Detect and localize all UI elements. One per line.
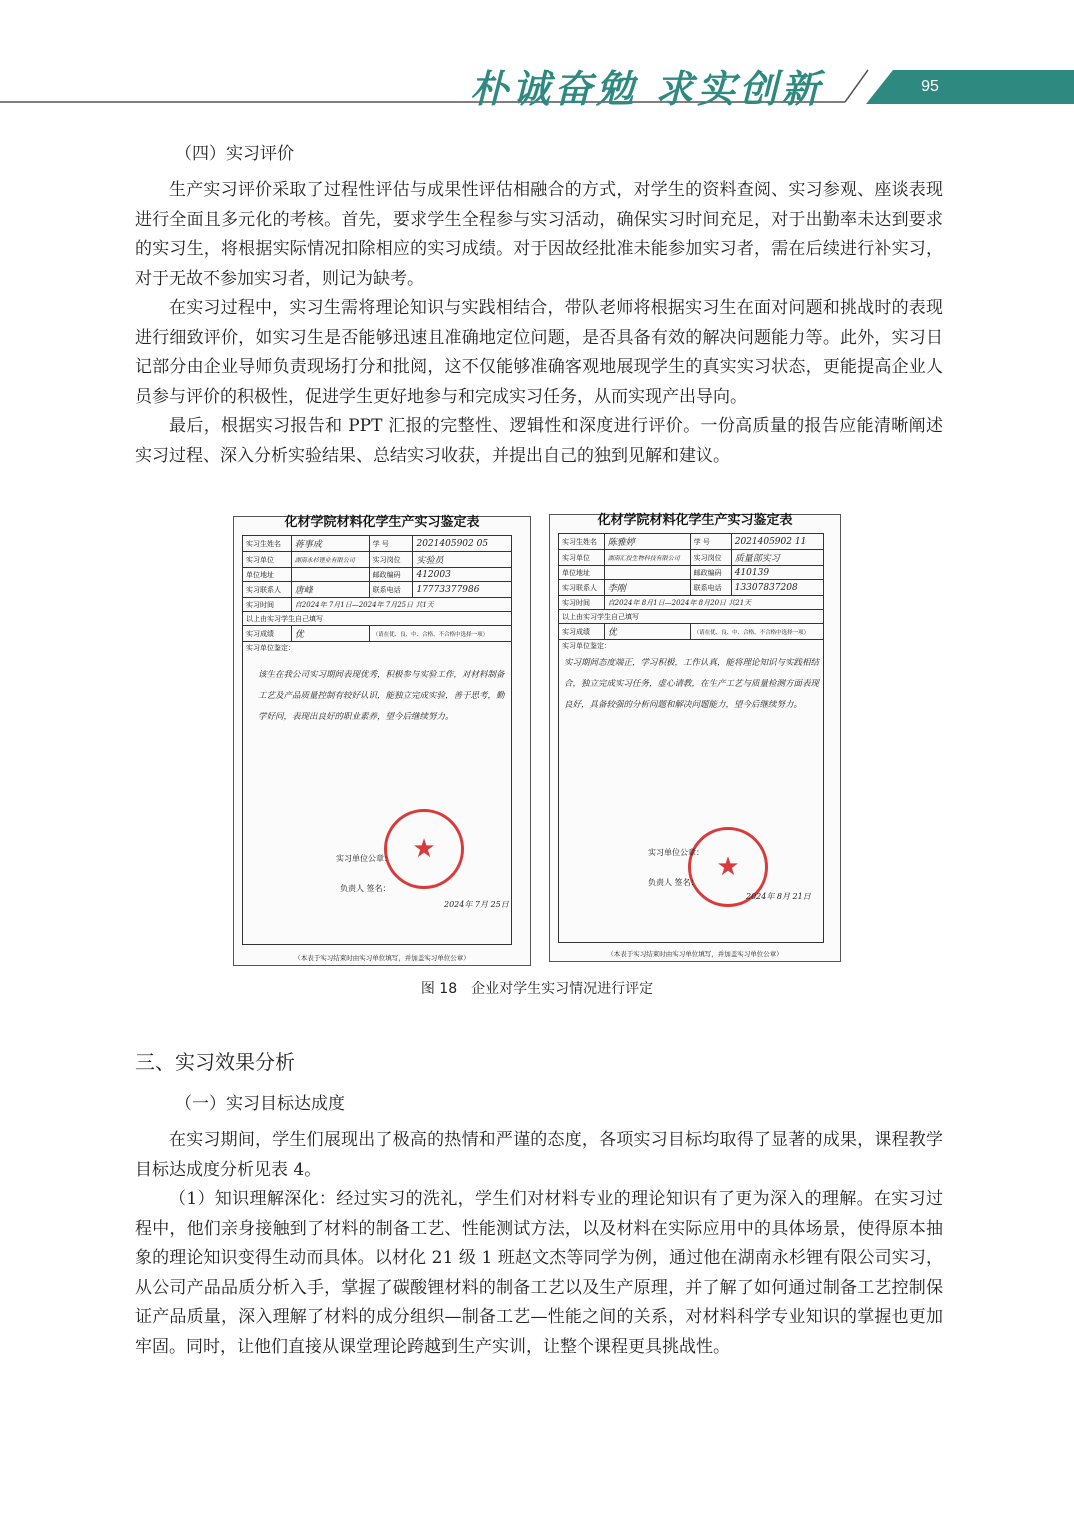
label-time: 实习时间 xyxy=(243,598,292,612)
value-unit: 湖南汇投生物科技有限公司 xyxy=(604,550,690,566)
appraisal-form-right xyxy=(549,514,841,962)
label-name: 实习生姓名 xyxy=(559,534,605,550)
label-zip: 邮政编码 xyxy=(369,568,413,582)
label-contact: 实习联系人 xyxy=(559,580,605,596)
header-motto: 朴诚奋勉 求实创新 xyxy=(470,66,824,111)
label-appraisal: 实习单位鉴定： xyxy=(559,640,824,943)
value-post: 实验员 xyxy=(413,552,512,568)
label-student-fill: 以上由实习学生自己填写 xyxy=(243,612,512,626)
label-grade: 实习成绩 xyxy=(559,624,605,640)
company-seal: ★ xyxy=(688,827,768,907)
section-title: （四）实习评价 xyxy=(175,144,294,164)
subsection-title: （一）实习目标达成度 xyxy=(175,1094,345,1114)
signer-label: 负责人 签名： xyxy=(340,884,391,893)
page-header xyxy=(0,0,1074,110)
paragraph: 在实习期间，学生们展现出了极高的热情和严谨的态度，各项实习目标均取得了显著的成果，课程教学目标达成度分析见表 4。 xyxy=(135,1130,943,1180)
label-contact: 实习联系人 xyxy=(243,582,292,598)
form-title: 化材学院材料化学生产实习鉴定表 xyxy=(284,515,480,530)
form-footnote: （本表于实习结束时由实习单位填写，并加盖实习单位公章） xyxy=(294,954,470,962)
appraisal-form-left xyxy=(233,516,531,966)
value-contact: 唐峰 xyxy=(291,582,369,598)
label-grade: 实习成绩 xyxy=(243,626,292,642)
section-evaluation xyxy=(135,139,943,471)
paragraph: 最后，根据实习报告和 PPT 汇报的完整性、逻辑性和深度进行评价。一份高质量的报告应能清晰阐述实习过程、深入分析实验结果、总结实习收获，并提出自己的独到见解和建议。 xyxy=(135,416,943,466)
value-contact: 李刚 xyxy=(604,580,690,596)
form-footnote: （本表于实习结束时由实习单位填写，并加盖实习单位公章） xyxy=(607,950,783,958)
label-unit: 实习单位 xyxy=(243,552,292,568)
value-grade: 优 xyxy=(604,624,690,640)
form-title: 化材学院材料化学生产实习鉴定表 xyxy=(597,513,793,528)
grade-hint: （请在优、良、中、合格、不合格中选择一项） xyxy=(690,624,823,640)
sign-date: 2024年 8月 21日 xyxy=(746,892,811,901)
grade-hint: （请在优、良、中、合格、不合格中选择一项） xyxy=(369,626,511,642)
value-phone: 13307837208 xyxy=(731,580,823,596)
label-post: 实习岗位 xyxy=(369,552,413,568)
label-address: 单位地址 xyxy=(559,566,605,580)
section-effect-analysis xyxy=(135,1046,943,1362)
label-name: 实习生姓名 xyxy=(243,536,292,552)
paragraph: 在实习过程中，实习生需将理论知识与实践相结合，带队老师将根据实习生在面对问题和挑战时的表现进行细致评价，如实习生是否能够迅速且准确地定位问题，是否具备有效的解决问题能力等。此外，实习日记部分由企业导师负责现场打分和批阅，这不仅能够准确客观地展现学生的真实实习状态，更能提高企业人员参与评价的积极性，促进学生更好地参与和完成实习任务，从而实现产出导向。 xyxy=(135,298,943,407)
value-time: 自2024年 7月1日—2024年 7月25日 共1天 xyxy=(291,598,511,612)
value-id: 2021405902 11 xyxy=(731,534,823,550)
label-id: 学 号 xyxy=(690,534,731,550)
seal-label: 实习单位公章： xyxy=(336,854,392,863)
label-zip: 邮政编码 xyxy=(690,566,731,580)
appraisal-comment: 实习期间态度端正，学习积极，工作认真，能将理论知识与实践相结合，独立完成实习任务，虚心请教，在生产工艺与质量检测方面表现良好，具备较强的分析问题和解决问题能力，望今后继续努力。 xyxy=(564,658,820,710)
value-id: 2021405902 05 xyxy=(413,536,512,552)
value-unit: 湖南永杉锂业有限公司 xyxy=(291,552,369,568)
value-name: 陈雅婷 xyxy=(604,534,690,550)
value-name: 蒋事成 xyxy=(291,536,369,552)
label-address: 单位地址 xyxy=(243,568,292,582)
paragraph: （1）知识理解深化：经过实习的洗礼，学生们对材料专业的理论知识有了更为深入的理解。在实习过程中，他们亲身接触到了材料的制备工艺、性能测试方法，以及材料在实际应用中的具体场景，使得原本抽象的理论知识变得生动而具体。以材化 21 级 1 班赵文杰等同学为例，通过他在湖南永杉锂有限公司实习，从公司产品品质分析入手，掌握了碳酸锂材料的制备工艺以及生产原理，并了解了如何通过制备工艺控制保证产品质量，深入理解了材料的成分组织—制备工艺—性能之间的关系，对材料科学专业知识的掌握也更加牢固。同时，让他们直接从课堂理论跨越到生产实训，让整个课程更具挑战性。 xyxy=(135,1189,943,1357)
page-number: 95 xyxy=(921,78,939,95)
figure-caption: 图 18 企业对学生实习情况进行评定 xyxy=(420,981,654,997)
sign-date: 2024年 7月 25日 xyxy=(444,900,509,909)
value-zip: 410139 xyxy=(731,566,823,580)
value-grade: 优 xyxy=(291,626,369,642)
value-phone: 17773377986 xyxy=(413,582,512,598)
label-phone: 联系电话 xyxy=(690,580,731,596)
section-heading: 三、实习效果分析 xyxy=(135,1050,295,1074)
label-post: 实习岗位 xyxy=(690,550,731,566)
label-phone: 联系电话 xyxy=(369,582,413,598)
seal-label: 实习单位公章： xyxy=(648,848,704,857)
value-time: 自2024年 8月1日—2024年 8月20日 共21天 xyxy=(604,596,823,610)
signer-label: 负责人 签名： xyxy=(648,878,699,887)
label-student-fill: 以上由实习学生自己填写 xyxy=(559,610,824,624)
label-appraisal: 实习单位鉴定： xyxy=(243,642,512,945)
value-post: 质量部实习 xyxy=(731,550,823,566)
company-seal: ★ xyxy=(384,809,464,889)
value-zip: 412003 xyxy=(413,568,512,582)
label-id: 学 号 xyxy=(369,536,413,552)
paragraph: 生产实习评价采取了过程性评估与成果性评估相融合的方式，对学生的资料查阅、实习参观、座谈表现进行全面且多元化的考核。首先，要求学生全程参与实习活动，确保实习时间充足，对于出勤率未达到要求的实习生，将根据实际情况扣除相应的实习成绩。对于因故经批准未能参加实习者，需在后续进行补实习，对于无故不参加实习者，则记为缺考。 xyxy=(135,180,943,289)
label-time: 实习时间 xyxy=(559,596,605,610)
label-unit: 实习单位 xyxy=(559,550,605,566)
appraisal-comment: 该生在我公司实习期间表现优秀，积极参与实验工作，对材料制备工艺及产品质量控制有较好认识，能独立完成实验，善于思考，勤学好问，表现出良好的职业素养，望今后继续努力。 xyxy=(258,670,505,722)
